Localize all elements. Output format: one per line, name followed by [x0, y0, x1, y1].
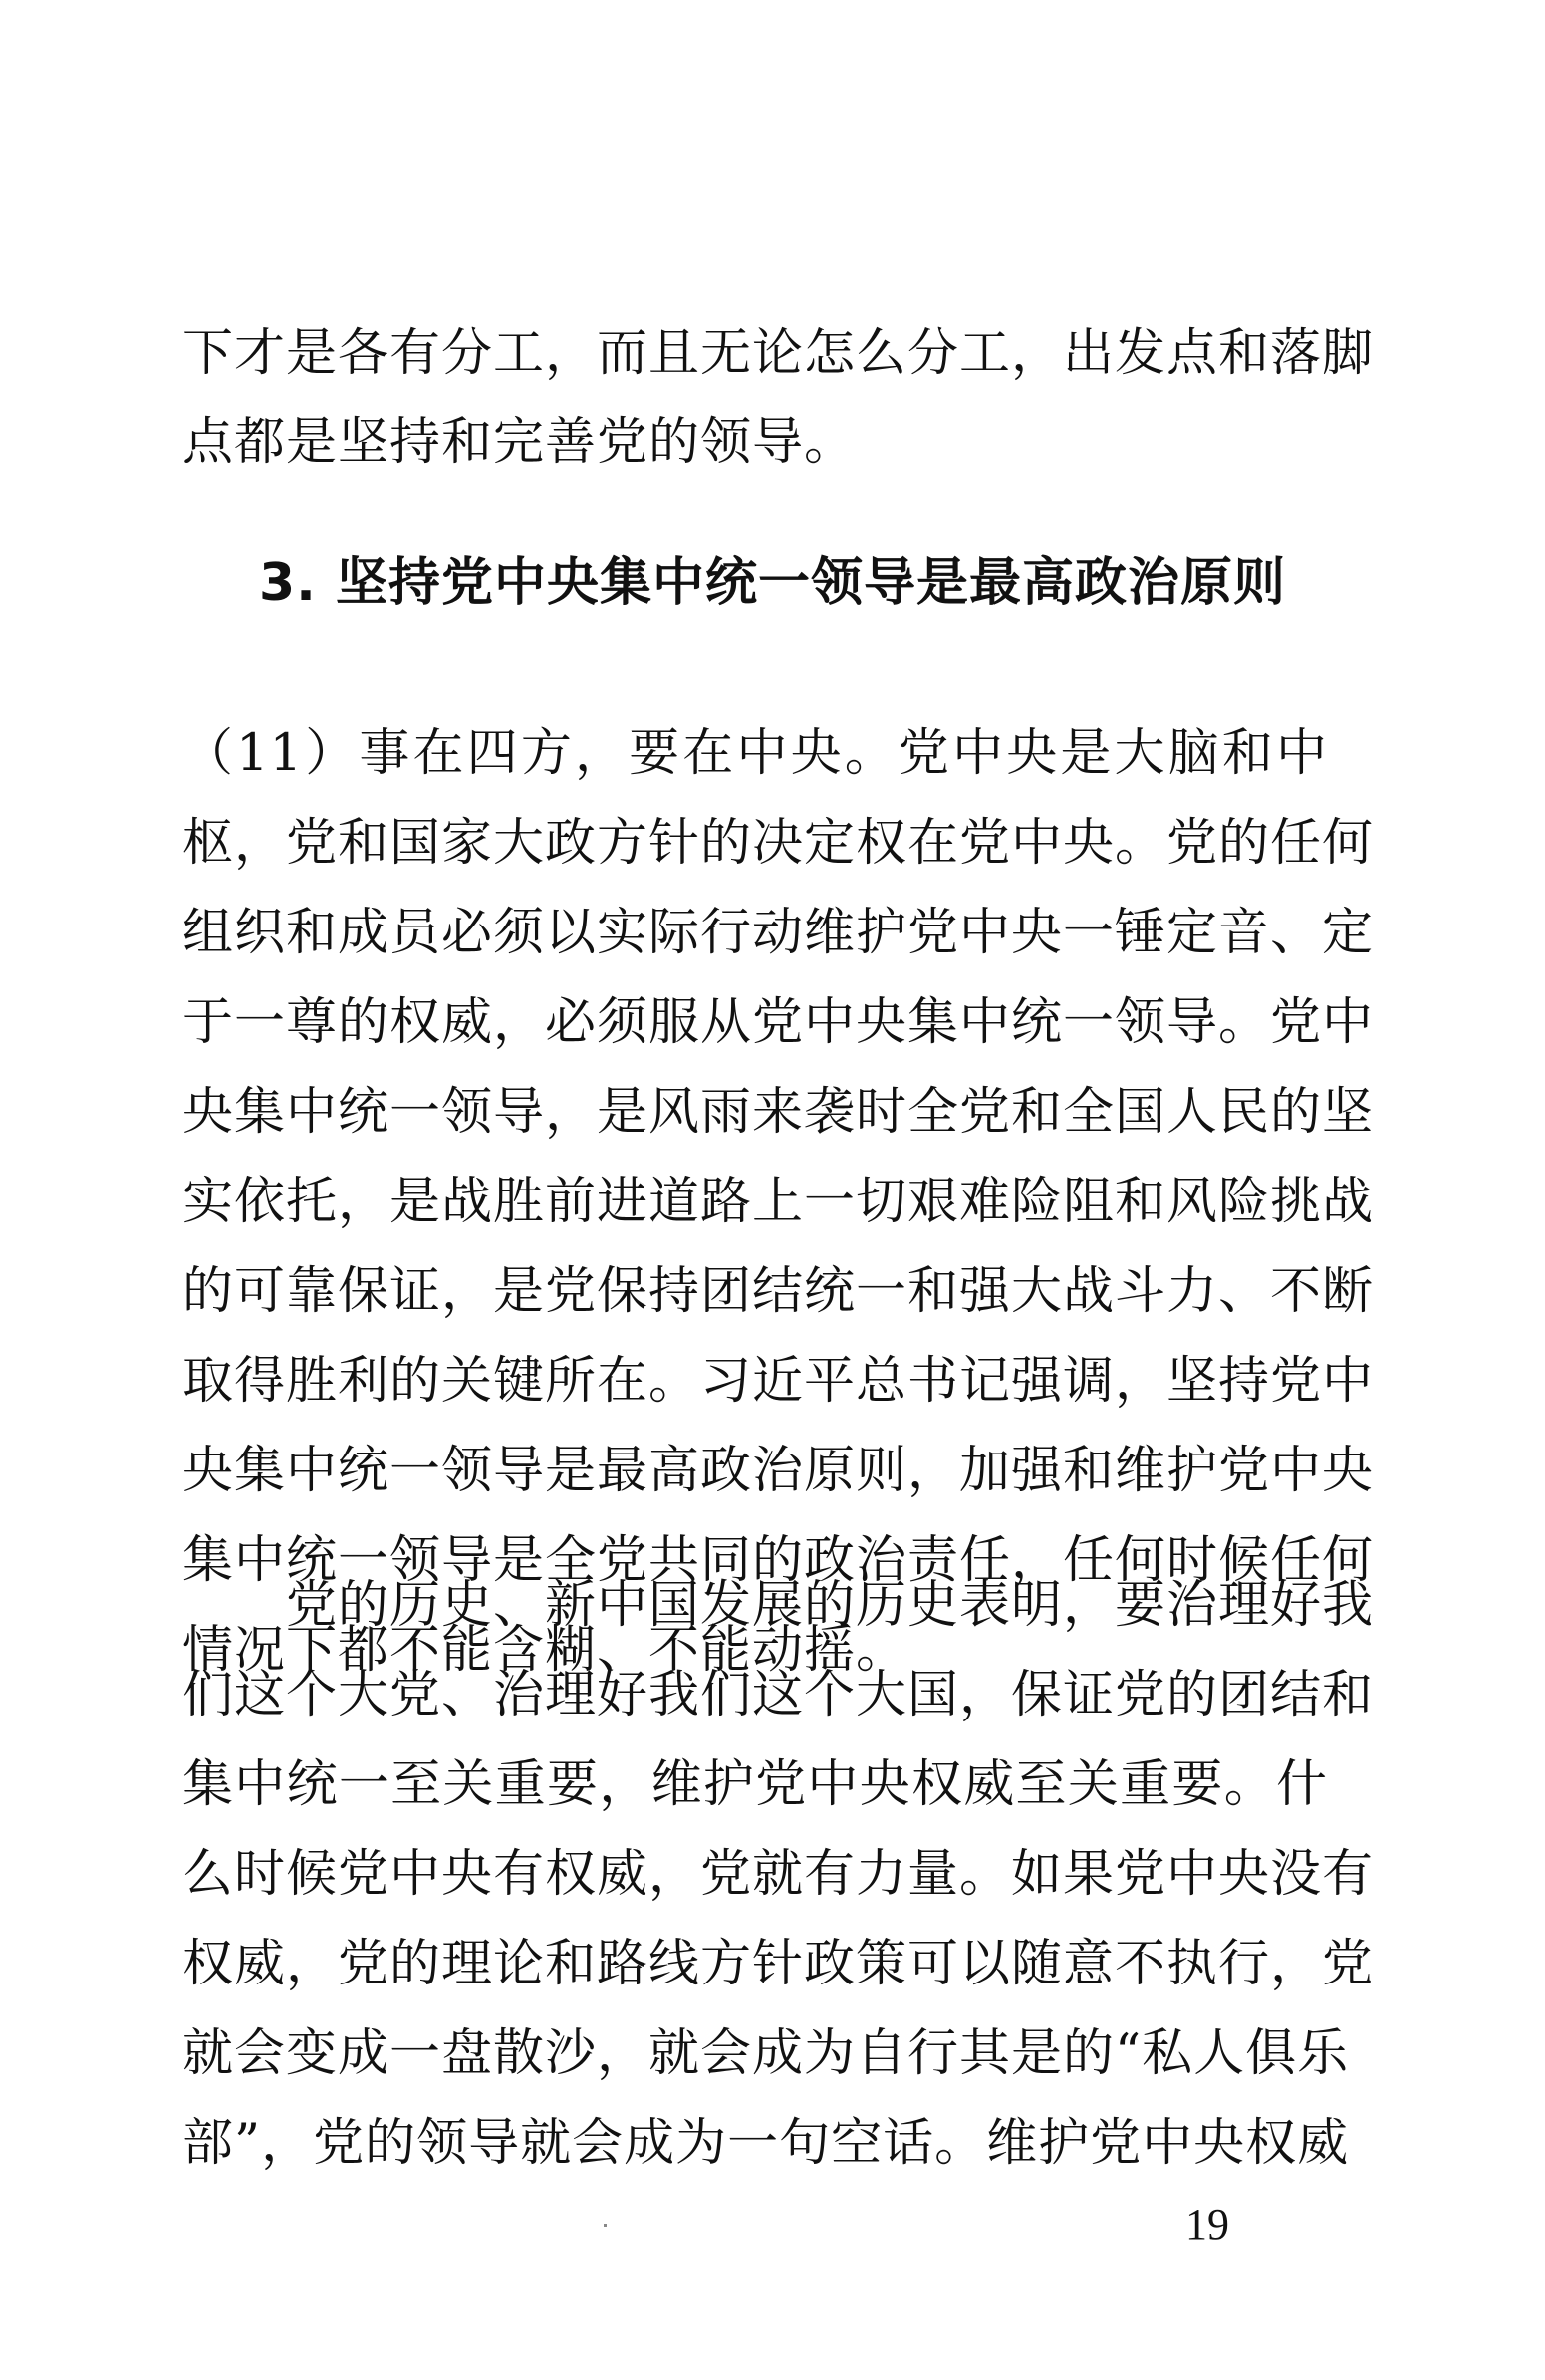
- text-line: （11）事在四方，要在中央。党中央是大脑和中: [182, 724, 1328, 783]
- text-line: 党的历史、新中国发展的历史表明，要治理好我: [182, 1576, 1375, 1635]
- text-line: 取得胜利的关键所在。习近平总书记强调，坚持党中: [182, 1352, 1375, 1411]
- text-line: 集中统一领导是全党共同的政治责任，任何时候任何: [182, 1531, 1375, 1590]
- page-number: 19: [1185, 2200, 1229, 2248]
- text-line: 们这个大党、治理好我们这个大国，保证党的团结和: [182, 1666, 1375, 1724]
- text-line: 于一尊的权威，必须服从党中央集中统一领导。党中: [182, 993, 1375, 1052]
- lead-paragraph: [182, 309, 1375, 488]
- text-line: 就会变成一盘散沙，就会成为自行其是的“私人俱乐: [182, 2024, 1350, 2083]
- text-line: 权威，党的理论和路线方针政策可以随意不执行，党: [182, 1935, 1375, 1993]
- text-line: 央集中统一领导，是风雨来袭时全党和全国人民的坚: [182, 1083, 1375, 1142]
- text-line: 央集中统一领导是最高政治原则，加强和维护党中央: [182, 1442, 1375, 1500]
- section-heading: 3. 坚持党中央集中统一领导是最高政治原则: [258, 553, 1287, 613]
- text-line: 集中统一至关重要，维护党中央权威至关重要。什: [182, 1755, 1328, 1814]
- scan-speck: [604, 2224, 607, 2227]
- text-line: 么时候党中央有权威，党就有力量。如果党中央没有: [182, 1845, 1375, 1904]
- text-line: 枢，党和国家大政方针的决定权在党中央。党的任何: [182, 814, 1375, 873]
- text-line: 下才是各有分工，而且无论怎么分工，出发点和落脚: [182, 324, 1375, 383]
- text-line: 部”，党的领导就会成为一句空话。维护党中央权威: [182, 2114, 1350, 2173]
- text-line: 的可靠保证，是党保持团结统一和强大战斗力、不断: [182, 1262, 1375, 1321]
- text-line: 实依托，是战胜前进道路上一切艰难险阻和风险挑战: [182, 1173, 1375, 1231]
- text-line: 情况下都不能含糊、不能动摇。: [182, 1621, 908, 1680]
- text-line: 点都是坚持和完善党的领导。: [182, 413, 857, 472]
- text-line: 组织和成员必须以实际行动维护党中央一锤定音、定: [182, 904, 1375, 962]
- paragraph-history: [182, 1561, 1375, 2189]
